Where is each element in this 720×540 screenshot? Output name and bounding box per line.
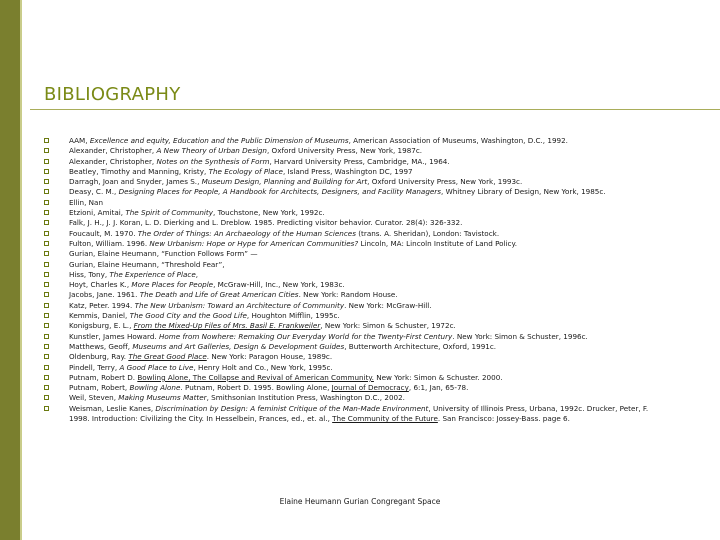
- left-accent-bar: [0, 0, 20, 540]
- entry-text: The Community of the Future: [332, 414, 438, 424]
- bibliography-entry: [44, 290, 670, 300]
- entry-text: Home from Nowhere: Remaking Our Everyday World for the Twenty-First Century: [159, 331, 453, 341]
- entry-text: Putnam, Robert D.: [69, 372, 138, 382]
- slide-footer: Elaine Heumann Gurian Congregant Space: [279, 497, 441, 506]
- entry-text: From the Mixed-Up Files of Mrs. Basil E. Frankweiler: [133, 321, 321, 331]
- bibliography-entry: [44, 187, 670, 197]
- entry-text: Hiss, Tony,: [69, 269, 110, 279]
- entry-text: Darragh, Joan and Snyder, James S.,: [69, 177, 202, 187]
- entry-text: . New York: Simon & Schuster, 1996c.: [452, 331, 588, 341]
- square-bullet-icon: [44, 200, 49, 205]
- bibliography-entry: [44, 218, 670, 228]
- square-bullet-icon: [44, 344, 49, 349]
- entry-text: Designing Places for People, A Handbook for Architects, Designers, and Facility Managers: [118, 187, 442, 197]
- square-bullet-icon: [44, 385, 49, 390]
- bibliography-entry: [44, 280, 670, 290]
- bibliography-entry: [44, 260, 670, 270]
- square-bullet-icon: [44, 262, 49, 267]
- entry-text: Ellin, Nan: [69, 197, 103, 207]
- entry-text: Oldenburg, Ray.: [69, 352, 129, 362]
- entry-text: Kemmis, Daniel,: [69, 311, 130, 321]
- entry-text: , American Association of Museums, Washington, D.C., 1992.: [348, 136, 568, 145]
- entry-text: The Great Good Place: [128, 352, 207, 362]
- entry-text: Bowling Alone: [129, 383, 181, 393]
- entry-text: , Smithsonian Institution Press, Washington D.C., 2002.: [206, 393, 405, 403]
- bibliography-entry: [44, 352, 670, 362]
- square-bullet-icon: [44, 395, 49, 400]
- entry-text: The Death and Life of Great American Cities: [139, 290, 299, 300]
- entry-text: Kunstler, James Howard.: [69, 331, 159, 341]
- entry-text: Museum Design, Planning and Building for Art: [201, 177, 368, 187]
- entry-text: Weil, Steven,: [69, 393, 119, 403]
- entry-text: Weisman, Leslie Kanes,: [69, 403, 156, 413]
- entry-text: . New York: Paragon House, 1989c.: [206, 352, 333, 362]
- square-bullet-icon: [44, 169, 49, 174]
- bibliography-entry: [44, 311, 670, 321]
- entry-text: Pindell, Terry,: [69, 362, 120, 372]
- square-bullet-icon: [44, 292, 49, 297]
- entry-text: ,: [195, 269, 199, 279]
- entry-text: Alexander, Christopher,: [69, 146, 157, 156]
- entry-text: Putnam, Robert,: [69, 383, 130, 393]
- entry-text: New York: Simon & Schuster. 2000.: [373, 372, 503, 382]
- square-bullet-icon: [44, 220, 49, 225]
- square-bullet-icon: [44, 365, 49, 370]
- bibliography-entry: [44, 383, 670, 393]
- square-bullet-icon: [44, 272, 49, 277]
- entry-text: The New Urbanism: Toward an Architecture of Community: [134, 300, 345, 310]
- title-divider: [30, 109, 720, 110]
- entry-text: The Good City and the Good Life: [129, 311, 247, 321]
- square-bullet-icon: [44, 148, 49, 153]
- entry-text: , Butterworth Architecture, Oxford, 1991c.: [344, 341, 497, 351]
- entry-text: Alexander, Christopher,: [69, 156, 157, 166]
- entry-text: , 6:1, Jan, 65-78.: [408, 383, 469, 393]
- entry-text: . New York: Random House.: [298, 290, 398, 300]
- entry-text: Journal of Democracy: [331, 383, 409, 393]
- square-bullet-icon: [44, 406, 49, 411]
- entry-text: Discrimination by Design: A feminist Critique of the Man-Made Environment: [155, 403, 429, 413]
- left-accent-line: [20, 0, 22, 540]
- entry-text: Etzioni, Amitai,: [69, 208, 126, 218]
- entry-text: , McGraw-Hill, Inc., New York, 1983c.: [213, 280, 345, 290]
- entry-text: New Urbanism: Hope or Hype for American Communities?: [149, 238, 359, 248]
- bibliography-entry: [44, 198, 670, 208]
- square-bullet-icon: [44, 231, 49, 236]
- entry-text: , Island Press, Washington DC, 1997: [282, 166, 413, 176]
- square-bullet-icon: [44, 303, 49, 308]
- square-bullet-icon: [44, 189, 49, 194]
- square-bullet-icon: [44, 210, 49, 215]
- square-bullet-icon: [44, 313, 49, 318]
- entry-text: Falk, J. H., J. J. Koran, L. D. Dierking and L. Dreblow. 1985. Predicting visitor behavior. Curator. 28(4): 326-332.: [69, 218, 463, 228]
- entry-text: A Good Place to Live: [119, 362, 194, 372]
- entry-text: . Putnam, Robert D. 1995. Bowling Alone,: [180, 383, 332, 393]
- entry-text: , Whitney Library of Design, New York, 1985c.: [441, 187, 606, 197]
- bibliography-entry: [44, 146, 670, 156]
- bibliography-entry: [44, 404, 670, 425]
- entry-text: Jacobs, Jane. 1961.: [69, 290, 140, 300]
- bibliography-entry: [44, 342, 670, 352]
- entry-text: , New York: Simon & Schuster, 1972c.: [320, 321, 456, 331]
- square-bullet-icon: [44, 334, 49, 339]
- square-bullet-icon: [44, 179, 49, 184]
- entry-text: Katz, Peter. 1994.: [69, 300, 135, 310]
- entry-text: Konigsburg, E. L.,: [69, 321, 134, 331]
- entry-text: . San Francisco: Jossey-Bass. page 6.: [437, 414, 570, 424]
- entry-text: Matthews, Geoff,: [69, 341, 133, 351]
- entry-text: Beatley, Timothy and Manning, Kristy,: [69, 166, 209, 176]
- bibliography-entry: [44, 363, 670, 373]
- entry-text: The Spirit of Community: [125, 208, 213, 218]
- entry-text: Making Museums Matter: [118, 393, 207, 403]
- entry-text: Lincoln, MA: Lincoln Institute of Land Policy.: [358, 238, 518, 248]
- entry-text: Hoyt, Charles K.,: [69, 280, 132, 290]
- slide-title: BIBLIOGRAPHY: [44, 84, 181, 105]
- bibliography-entry: [44, 249, 670, 259]
- entry-text: Deasy, C. M.,: [69, 187, 119, 197]
- entry-text: A New Theory of Urban Design: [156, 146, 267, 156]
- entry-text: , Touchstone, New York, 1992c.: [213, 208, 325, 218]
- entry-text: , Oxford University Press, New York, 1993c.: [367, 177, 523, 187]
- bibliography-entry: [44, 332, 670, 342]
- square-bullet-icon: [44, 159, 49, 164]
- bibliography-entry: [44, 136, 670, 146]
- bibliography-entry: [44, 229, 670, 239]
- entry-text: Museums and Art Galleries, Design & Development Guides: [132, 341, 345, 351]
- entry-text: The Ecology of Place: [208, 166, 283, 176]
- entry-text: , Houghton Mifflin, 1995c.: [246, 311, 340, 321]
- entry-text: , Henry Holt and Co., New York, 1995c.: [193, 362, 333, 372]
- entry-text: Foucault, M. 1970.: [69, 228, 138, 238]
- entry-text: Gurian, Elaine Heumann, “Function Follows Form” —: [69, 249, 258, 259]
- bibliography-entry: [44, 270, 670, 280]
- entry-text: , University of Illinois Press, Urbana, 1992c. Drucker, Peter, F. 1998. Introduction: Civilizing the City. In Hesselbein, Frances, ed., et. al.,: [69, 403, 649, 424]
- bibliography-entry: [44, 208, 670, 218]
- bibliography-entry: [44, 239, 670, 249]
- square-bullet-icon: [44, 323, 49, 328]
- entry-text: . New York: McGraw-Hill.: [344, 300, 432, 310]
- bibliography-entry: [44, 167, 670, 177]
- bibliography-entry: [44, 321, 670, 331]
- entry-text: Gurian, Elaine Heumann, “Threshold Fear”,: [69, 259, 225, 269]
- bibliography-entry: [44, 157, 670, 167]
- entry-text: (trans. A. Sheridan), London: Tavistock.: [355, 228, 500, 238]
- entry-text: AAM,: [69, 136, 90, 145]
- bibliography-entry: [44, 177, 670, 187]
- entry-text: Notes on the Synthesis of Form: [156, 156, 270, 166]
- entry-text: , Oxford University Press, New York, 1987c.: [266, 146, 423, 156]
- entry-text: The Experience of Place: [109, 269, 196, 279]
- square-bullet-icon: [44, 251, 49, 256]
- square-bullet-icon: [44, 375, 49, 380]
- entry-text: The Order of Things: An Archaeology of the Human Sciences: [137, 228, 356, 238]
- entry-text: Excellence and equity, Education and the Public Dimension of Museums: [89, 136, 349, 145]
- square-bullet-icon: [44, 354, 49, 359]
- entry-text: Bowling Alone, The Collapse and Revival of American Community.: [137, 372, 374, 382]
- entry-text: , Harvard University Press, Cambridge, MA., 1964.: [269, 156, 450, 166]
- entry-text: More Places for People: [131, 280, 214, 290]
- bibliography-list: [44, 136, 670, 424]
- square-bullet-icon: [44, 282, 49, 287]
- bibliography-entry: [44, 373, 670, 383]
- entry-text: Fulton, William. 1996.: [69, 238, 150, 248]
- square-bullet-icon: [44, 241, 49, 246]
- bibliography-entry: [44, 301, 670, 311]
- bibliography-entry: [44, 393, 670, 403]
- square-bullet-icon: [44, 138, 49, 143]
